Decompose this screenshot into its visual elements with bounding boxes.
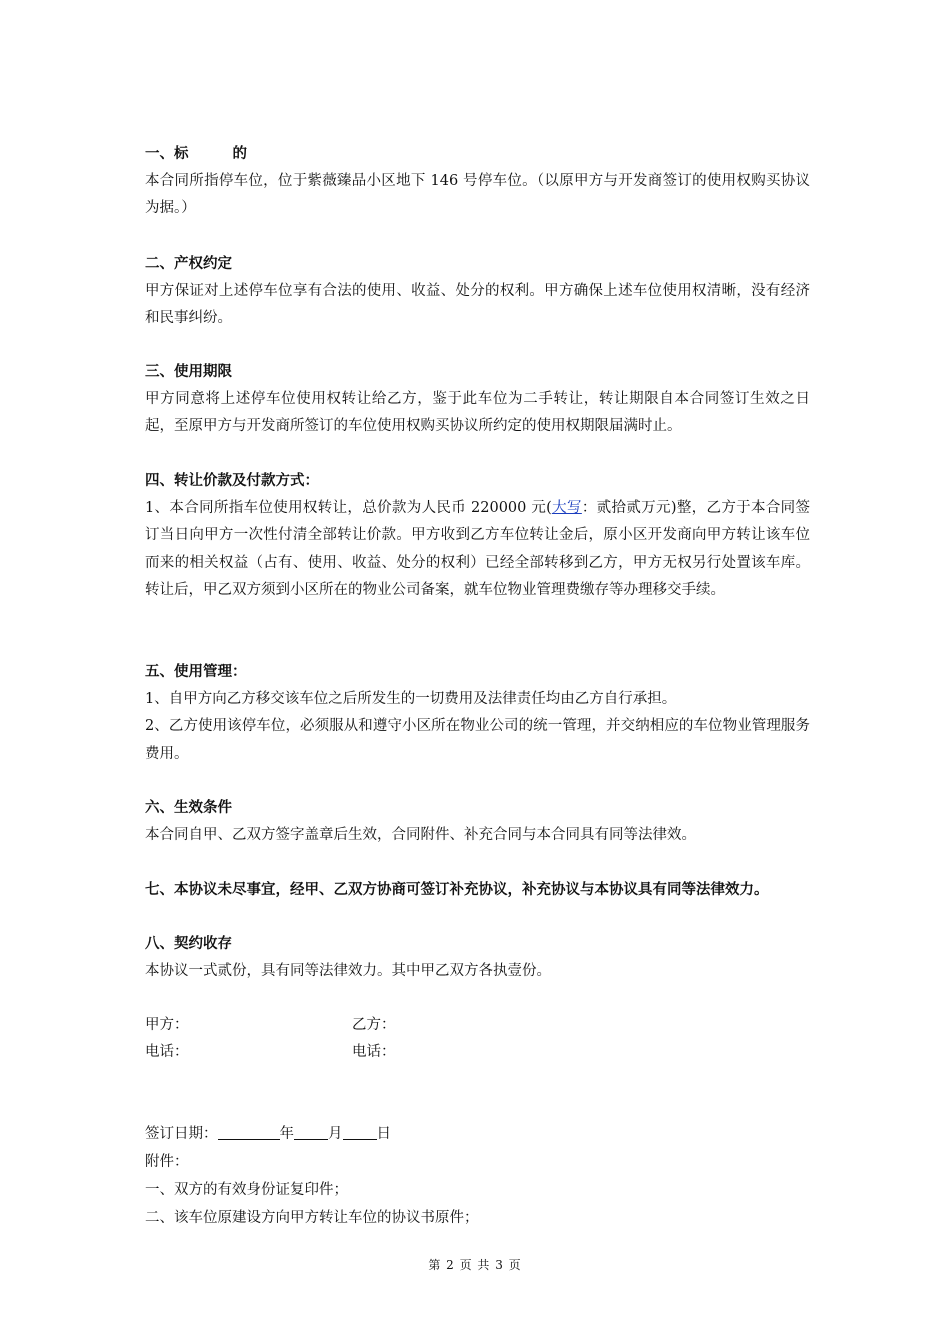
attachments-label: 附件： <box>145 1154 189 1170</box>
year-label: 年 <box>279 1126 294 1142</box>
attachment-item: 二、该车位原建设方向甲方转让车位的协议书原件； <box>145 1210 479 1226</box>
body-text: 1、本合同所指车位使用权转让，总价款为人民币 220000 元( <box>145 499 552 516</box>
day-label: 日 <box>376 1126 391 1142</box>
section-title: 七、本协议未尽事宜，经甲、乙双方协商可签订补充协议，补充协议与本协议具有同等法律效力。 <box>145 881 769 898</box>
list-item: 1、自甲方向乙方移交该车位之后所发生的一切费用及法律责任均由乙方自行承担。 <box>145 690 677 707</box>
section-title-part: 的 <box>232 145 247 162</box>
section-title: 六、生效条件 <box>145 799 232 816</box>
phone-a-label: 电话： <box>145 1044 189 1060</box>
section-body <box>145 495 810 605</box>
section-subject <box>145 140 810 223</box>
section-body: 本合同所指停车位，位于紫薇臻品小区地下 146 号停车位。（以原甲方与开发商签订的使用权购买协议为据。） <box>145 172 810 216</box>
amount-uppercase-link[interactable]: 大写 <box>551 499 582 516</box>
section-body: 本协议一式贰份，具有同等法律效力。其中甲乙双方各执壹份。 <box>145 962 551 979</box>
section-title: 三、使用期限 <box>145 363 232 380</box>
body-text: ：贰拾贰万元)整，乙方于本合同签订当日向甲方一次性付清全部转让价款。甲方收到乙方车位转让金后，原小区开发商向甲方转让该车位而来的相关权益（占有、使用、收益、处分的权利）已经全部转移到乙方，甲方无权另行处置该车库。转让后，甲乙双方须到小区所在的物业公司备案，就车位物业管理费缴存等办理移交手续。 <box>145 499 811 598</box>
section-title: 五、使用管理： <box>145 663 247 680</box>
section-body: 甲方保证对上述停车位享有合法的使用、收益、处分的权利。甲方确保上述车位使用权清晰，没有经济和民事纠纷。 <box>145 282 810 326</box>
section-effective <box>145 794 810 849</box>
signing-date <box>145 1121 391 1148</box>
section-title: 二、产权约定 <box>145 255 232 272</box>
party-b-label: 乙方： <box>352 1017 396 1033</box>
date-label: 签订日期： <box>145 1126 218 1142</box>
attachment-item: 一、双方的有效身份证复印件； <box>145 1182 348 1198</box>
section-payment <box>145 467 810 605</box>
section-body: 甲方同意将上述停车位使用权转让给乙方，鉴于此车位为二手转让，转让期限自本合同签订生效之日起，至原甲方与开发商所签订的车位使用权购买协议所约定的使用权期限届满时止。 <box>145 390 810 434</box>
day-blank[interactable] <box>343 1123 377 1140</box>
section-title-part: 一、标 <box>145 145 189 162</box>
section-term <box>145 358 810 441</box>
section-supplement <box>145 876 810 904</box>
section-copies <box>145 930 810 985</box>
section-title: 四、转让价款及付款方式： <box>145 472 319 489</box>
month-label: 月 <box>328 1126 343 1142</box>
list-item: 2、乙方使用该停车位，必须服从和遵守小区所在物业公司的统一管理，并交纳相应的车位物业管理服务费用。 <box>145 718 810 762</box>
party-a-label: 甲方： <box>145 1017 189 1033</box>
section-body: 本合同自甲、乙双方签字盖章后生效，合同附件、补充合同与本合同具有同等法律效。 <box>145 826 696 843</box>
phone-b-label: 电话： <box>352 1044 396 1060</box>
section-ownership <box>145 250 810 333</box>
page-footer: 第 2 页 共 3 页 <box>428 1258 522 1272</box>
section-management <box>145 658 810 768</box>
section-title <box>145 140 810 168</box>
year-blank[interactable] <box>218 1123 280 1140</box>
month-blank[interactable] <box>294 1123 328 1140</box>
section-title: 八、契约收存 <box>145 935 232 952</box>
